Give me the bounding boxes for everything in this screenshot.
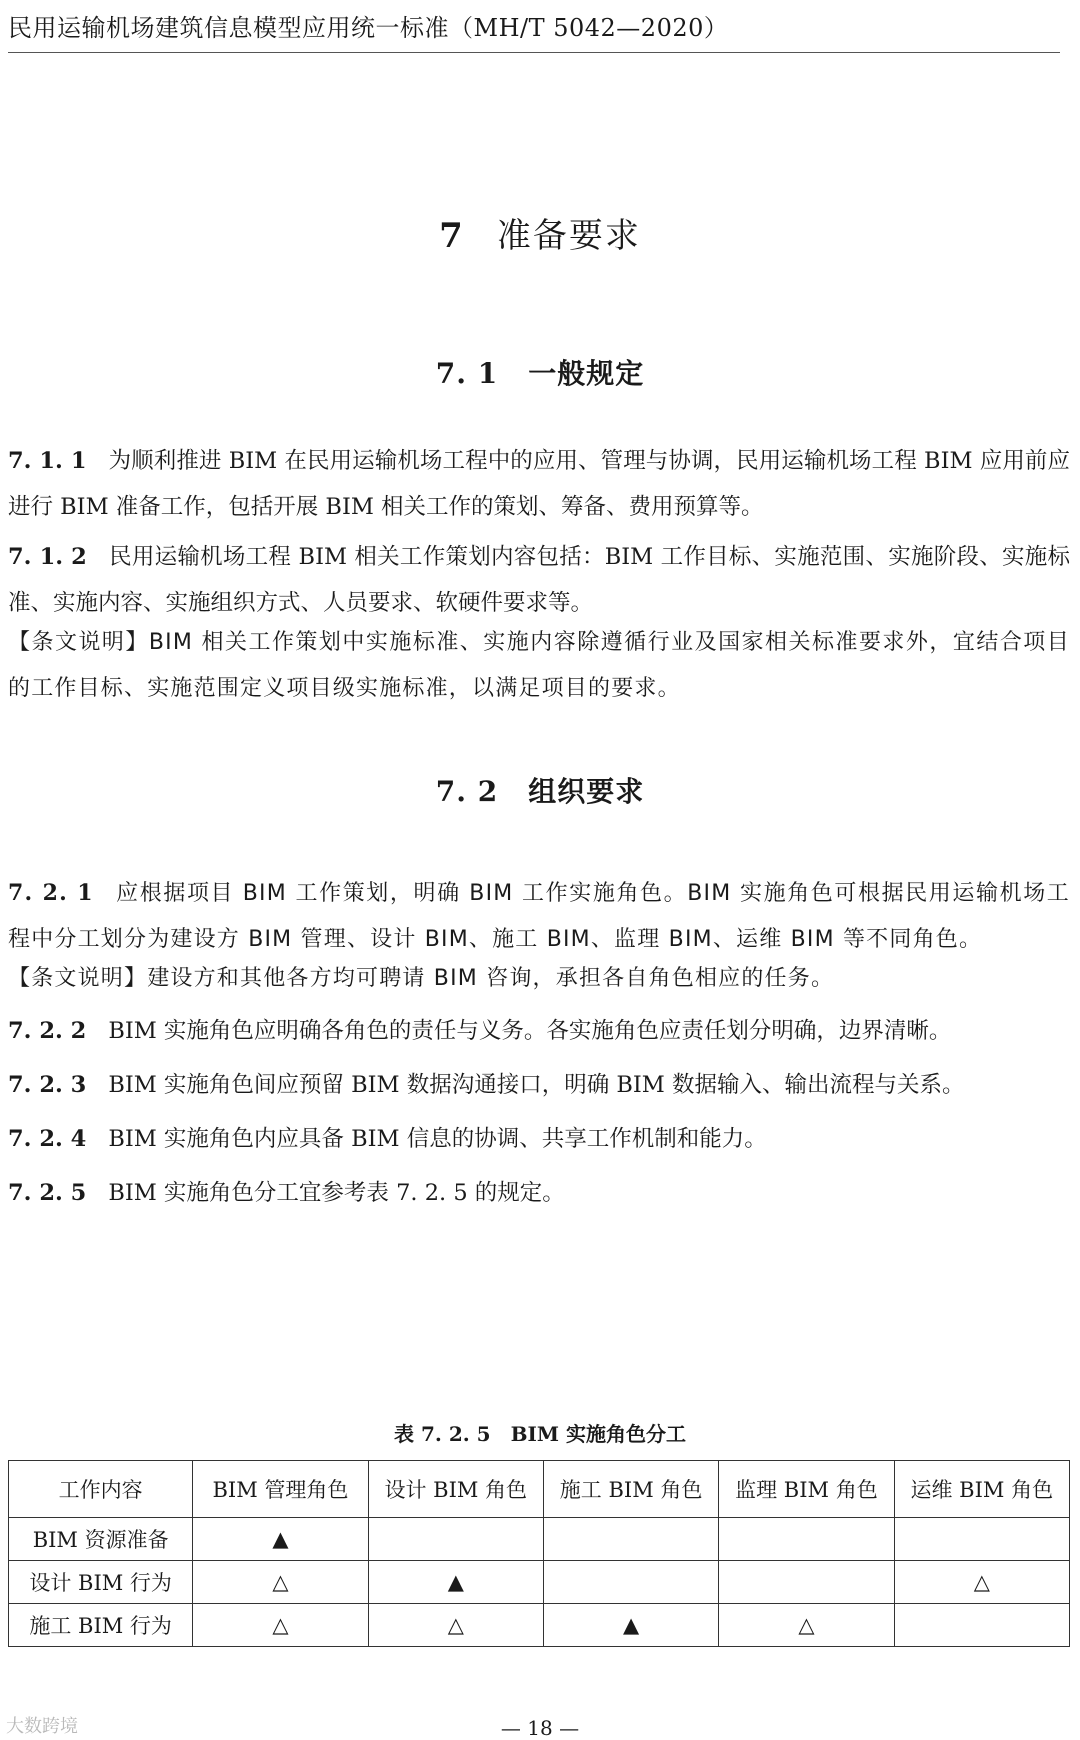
table-cell [543,1518,718,1561]
section-number: 7. 2 [435,775,499,808]
table-cell: ▲ [543,1604,718,1647]
table-row [9,1561,1070,1604]
clause-7-2-3 [8,1062,1070,1108]
running-header: 民用运输机场建筑信息模型应用统一标准（MH/T 5042—2020） [8,8,1060,53]
section-number: 7. 1 [435,357,499,390]
table-cell [894,1604,1069,1647]
table-cell: BIM 资源准备 [9,1518,193,1561]
table-header-cell: 设计 BIM 角色 [368,1461,543,1518]
table-row [9,1604,1070,1647]
table-cell [368,1518,543,1561]
table-cell: 施工 BIM 行为 [9,1604,193,1647]
explanation-7-1-2: 【条文说明】BIM 相关工作策划中实施标准、实施内容除遵循行业及国家相关标准要求外，宜结合项目的工作目标、实施范围定义项目级实施标准，以满足项目的要求。 [8,630,1070,701]
chapter-name: 准备要求 [496,216,641,256]
table-cell: 设计 BIM 行为 [9,1561,193,1604]
clause-number: 7. 1. 2 [8,544,87,570]
table-cell: △ [368,1604,543,1647]
table-cell [543,1561,718,1604]
clause-7-2-4 [8,1116,1070,1162]
clause-number: 7. 2. 1 [8,880,94,906]
table-cell: △ [193,1561,368,1604]
clause-number: 7. 2. 3 [8,1072,87,1098]
clause-7-2-2 [8,1008,1070,1054]
clause-text: 应根据项目 BIM 工作策划，明确 BIM 工作实施角色。BIM 实施角色可根据民用运输机场工程中分工划分为建设方 BIM 管理、设计 BIM、施工 BIM、监理 BIM、运维 BIM 等不同角色。 [8,881,1070,952]
clause-text: BIM 实施角色应明确各角色的责任与义务。各实施角色应责任划分明确，边界清晰。 [108,1018,952,1044]
table-cell: ▲ [368,1561,543,1604]
section-7-1-heading [0,352,1080,392]
section-name: 一般规定 [528,357,645,390]
table-header-cell: BIM 管理角色 [193,1461,368,1518]
clause-text: BIM 实施角色分工宜参考表 7. 2. 5 的规定。 [108,1180,565,1206]
role-division-table [8,1460,1070,1647]
table-header-cell: 工作内容 [9,1461,193,1518]
clause-number: 7. 2. 2 [8,1018,87,1044]
table-cell: △ [894,1561,1069,1604]
chapter-number: 7 [439,216,465,256]
table-cell [719,1518,894,1561]
table-cell [719,1561,894,1604]
section-name: 组织要求 [528,775,645,808]
table-header-cell: 运维 BIM 角色 [894,1461,1069,1518]
chapter-title [0,208,1080,257]
clause-7-1-2 [8,534,1070,626]
table-header-cell: 施工 BIM 角色 [543,1461,718,1518]
clause-7-1-1 [8,438,1070,530]
table-header-cell: 监理 BIM 角色 [719,1461,894,1518]
table-caption: 表 7. 2. 5 BIM 实施角色分工 [394,1422,686,1446]
clause-number: 7. 2. 4 [8,1126,87,1152]
table-cell: △ [719,1604,894,1647]
clause-7-2-5 [8,1170,1070,1216]
clause-7-2-1 [8,870,1070,963]
clause-text: 为顺利推进 BIM 在民用运输机场工程中的应用、管理与协调，民用运输机场工程 BIM 应用前应进行 BIM 准备工作，包括开展 BIM 相关工作的策划、筹备、费用预算等。 [8,448,1070,520]
clause-text: 民用运输机场工程 BIM 相关工作策划内容包括：BIM 工作目标、实施范围、实施阶段、实施标准、实施内容、实施组织方式、人员要求、软硬件要求等。 [8,544,1070,616]
explanation-7-2-1: 【条文说明】建设方和其他各方均可聘请 BIM 咨询，承担各自角色相应的任务。 [8,966,835,991]
table-header-row [9,1461,1070,1518]
table-cell: △ [193,1604,368,1647]
clause-text: BIM 实施角色内应具备 BIM 信息的协调、共享工作机制和能力。 [108,1126,767,1152]
clause-number: 7. 2. 5 [8,1180,87,1206]
page-number: — 18 — [500,1716,580,1740]
section-7-2-heading [0,770,1080,810]
table-row [9,1518,1070,1561]
clause-number: 7. 1. 1 [8,448,87,474]
watermark-logo: 大数跨境 [6,1716,78,1737]
table-cell: ▲ [193,1518,368,1561]
clause-text: BIM 实施角色间应预留 BIM 数据沟通接口，明确 BIM 数据输入、输出流程与关系。 [108,1072,965,1098]
table-cell [894,1518,1069,1561]
